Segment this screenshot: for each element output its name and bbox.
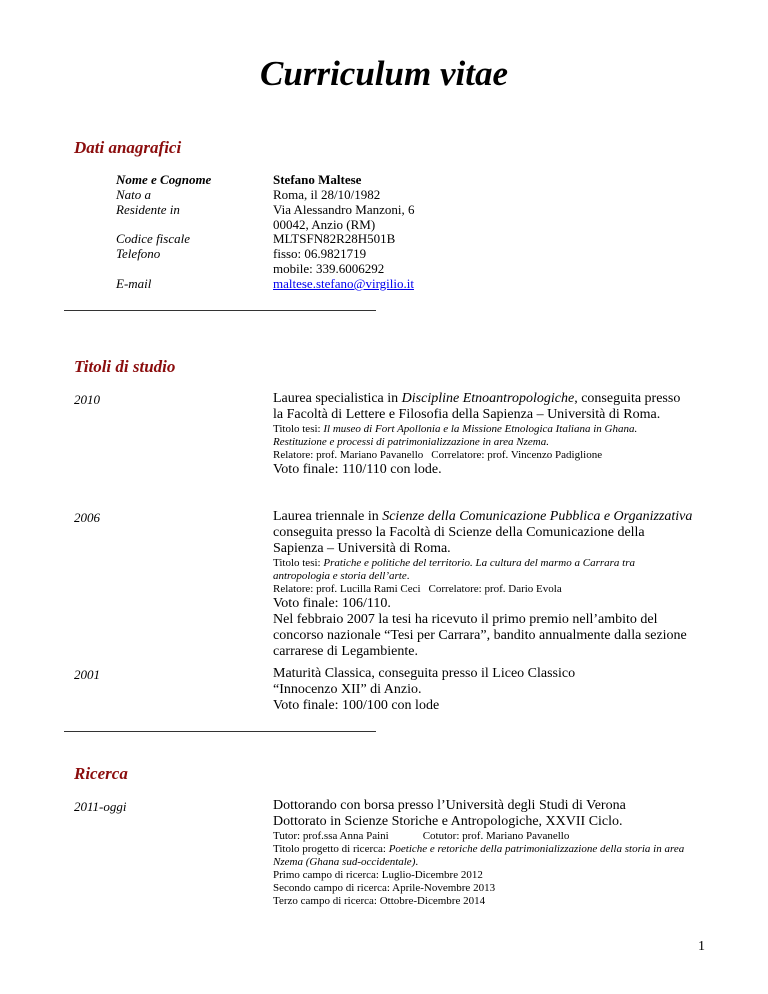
- research-period: 2011-oggi: [74, 799, 127, 814]
- education-year: 2006: [74, 510, 100, 525]
- section-heading-personal: Dati anagrafici: [74, 138, 182, 157]
- label-phone: Telefono: [116, 246, 161, 261]
- degree-description: Laurea specialistica in Discipline Etnoantropologiche, conseguita presso la Facoltà di Lettere e Filosofia della Sapienza – Università di Roma.: [273, 391, 681, 422]
- value-tax-code: MLTSFN82R28H501B: [273, 231, 396, 246]
- diploma-line1: Maturità Classica, conseguita presso il Liceo Classico: [273, 666, 576, 681]
- label-born: Nato a: [116, 187, 152, 202]
- value-phone-mobile: mobile: 339.6006292: [273, 261, 385, 276]
- section-divider: [64, 310, 376, 311]
- research-entry: [273, 798, 693, 908]
- final-grade: Voto finale: 110/110 con lode.: [273, 462, 442, 477]
- education-entry: [273, 391, 693, 478]
- thesis-supervisors: Relatore: prof. Lucilla Rami Ceci Correlatore: prof. Dario Evola: [273, 583, 562, 595]
- value-address-line2: 00042, Anzio (RM): [273, 217, 376, 232]
- document-title: Curriculum vitae: [260, 54, 508, 93]
- research-line2: Dottorato in Scienze Storiche e Antropologiche, XXVII Ciclo.: [273, 814, 623, 829]
- thesis-supervisors: Relatore: prof. Mariano Pavanello Correlatore: prof. Vincenzo Padiglione: [273, 449, 603, 461]
- research-field-1: Primo campo di ricerca: Luglio-Dicembre 2012: [273, 869, 483, 881]
- research-tutors: Tutor: prof.ssa Anna Paini Cotutor: prof. Mariano Pavanello: [273, 830, 570, 842]
- thesis-title: Titolo tesi: Pratiche e politiche del territorio. La cultura del marmo a Carrara tra antropologia e storia dell’arte.: [273, 557, 635, 582]
- value-phone-landline: fisso: 06.9821719: [273, 246, 367, 261]
- research-field-2: Secondo campo di ricerca: Aprile-Novembre 2013: [273, 882, 496, 894]
- section-divider: [64, 731, 376, 732]
- label-name: Nome e Cognome: [116, 172, 212, 187]
- final-grade: Voto finale: 100/100 con lode: [273, 698, 440, 713]
- section-heading-education: Titoli di studio: [74, 357, 176, 376]
- label-residence: Residente in: [116, 202, 180, 217]
- email-link[interactable]: maltese.stefano@virgilio.it: [273, 276, 414, 291]
- research-project-title: Titolo progetto di ricerca: Poetiche e retoriche della patrimonializzazione della storia in area Nzema (Ghana sud-occidentale).: [273, 843, 685, 868]
- value-name: Stefano Maltese: [273, 172, 362, 187]
- value-born: Roma, il 28/10/1982: [273, 187, 381, 202]
- education-entry: [273, 666, 693, 714]
- thesis-title: Titolo tesi: Il museo di Fort Apollonia e la Missione Etnologica Italiana in Ghana. Restituzione e processi di patrimonializzazione in area Nzema.: [273, 423, 638, 448]
- final-grade: Voto finale: 106/110.: [273, 596, 391, 611]
- value-address-line1: Via Alessandro Manzoni, 6: [273, 202, 415, 217]
- education-entry: [273, 509, 693, 660]
- page-number: 1: [698, 939, 705, 954]
- section-heading-research: Ricerca: [74, 764, 128, 783]
- education-year: 2001: [74, 667, 100, 682]
- value-email: [273, 276, 414, 291]
- education-year: 2010: [74, 392, 100, 407]
- label-tax-code: Codice fiscale: [116, 231, 191, 246]
- degree-description: Laurea triennale in Scienze della Comunicazione Pubblica e Organizzativa conseguita presso la Facoltà di Scienze della Comunicazione della Sapienza – Università di Roma.: [273, 509, 693, 556]
- label-email: E-mail: [116, 276, 152, 291]
- research-field-3: Terzo campo di ricerca: Ottobre-Dicembre 2014: [273, 895, 486, 907]
- research-line1: Dottorando con borsa presso l’Università degli Studi di Verona: [273, 798, 626, 813]
- diploma-line2: “Innocenzo XII” di Anzio.: [273, 682, 422, 697]
- award-note: Nel febbraio 2007 la tesi ha ricevuto il primo premio nell’ambito del concorso nazionale “Tesi per Carrara”, bandito annualmente dalla sezione carrarese di Legambiente.: [273, 612, 687, 659]
